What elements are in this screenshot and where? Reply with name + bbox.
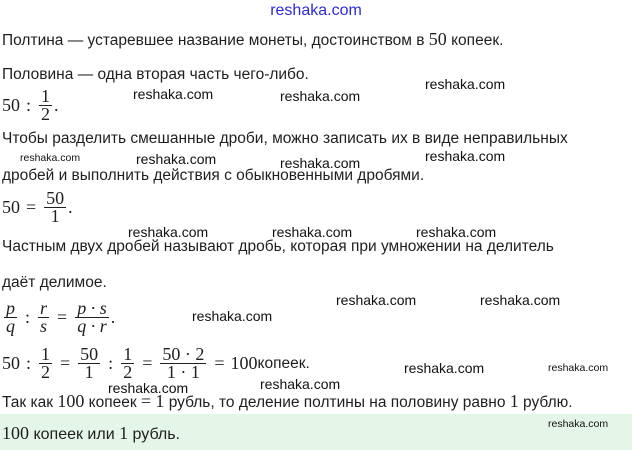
text-segment: копеек: [84, 394, 141, 411]
fraction-numerator: r: [40, 298, 48, 318]
formula-term: 50: [2, 197, 20, 217]
watermark: reshaka.com: [20, 152, 81, 164]
fraction-denominator: 2: [41, 362, 51, 382]
text-line-polovina: Половина — одна вторая часть чего-либо.: [2, 66, 309, 83]
fraction-denominator: q: [6, 316, 15, 336]
watermark: reshaka.com: [192, 308, 273, 324]
fraction-denominator: 2: [123, 362, 133, 382]
text-segment: рубль.: [128, 426, 180, 443]
formula-operator: :: [26, 353, 32, 373]
watermark: reshaka.com: [480, 292, 561, 308]
formula-operator: =: [60, 353, 71, 373]
fraction-denominator: q · r: [77, 316, 107, 336]
fraction-fifty-over-one: [78, 346, 100, 381]
number-100: 100: [57, 391, 85, 411]
fraction-p-over-q: [4, 300, 17, 335]
formula-operator: :: [25, 307, 31, 327]
text-segment: копеек.: [446, 32, 504, 49]
number-1: 1: [509, 391, 519, 411]
fraction-r-over-s: [38, 300, 49, 335]
formula-operator: =: [57, 307, 68, 327]
watermark: reshaka.com: [128, 224, 209, 240]
text-line-poltina: [2, 30, 503, 50]
watermark: reshaka.com: [272, 224, 353, 240]
formula-50-div-half: [2, 88, 59, 123]
formula-operator: =: [26, 197, 37, 217]
number-100: 100: [2, 423, 29, 443]
text-line-mixed-a: Чтобы разделить смешанные дроби, можно записать их в виде неправильных: [2, 130, 568, 147]
number-1: 1: [155, 391, 165, 411]
formula-period: .: [68, 197, 73, 217]
fraction-denominator: 1 · 1: [166, 362, 200, 382]
fraction-denominator: 2: [41, 104, 51, 124]
fraction-numerator: p · s: [77, 298, 107, 318]
watermark: reshaka.com: [416, 224, 497, 240]
text-line-quotient-a: Частным двух дробей называют дробь, которая при умножении на делитель: [2, 238, 554, 255]
fraction-numerator: 1: [41, 86, 51, 106]
fraction-one-half: [39, 346, 52, 381]
watermark: reshaka.com: [260, 376, 341, 392]
watermark: reshaka.com: [280, 155, 361, 171]
fraction-numerator: 1: [41, 344, 51, 364]
watermark: reshaka.com: [336, 292, 417, 308]
watermark: reshaka.com: [108, 380, 189, 396]
watermark: reshaka.com: [548, 362, 609, 374]
formula-term: 50: [2, 95, 20, 115]
text-segment: рубль, то деление полтины на половину равно: [164, 394, 510, 411]
fraction-denominator: 1: [84, 362, 94, 382]
watermark: reshaka.com: [136, 151, 217, 167]
watermark: reshaka.com: [425, 76, 506, 92]
fraction-numerator: 50: [46, 188, 65, 208]
text-segment: рублю.: [518, 394, 573, 411]
formula-operator: =: [142, 353, 153, 373]
fraction-ps-over-qr: [75, 300, 109, 335]
formula-operator: :: [108, 353, 114, 373]
formula-50-as-fraction: [2, 190, 73, 225]
formula-operator: =: [214, 353, 225, 373]
watermark: reshaka.com: [425, 148, 506, 164]
formula-operator: :: [26, 95, 32, 115]
formula-term: 50: [2, 353, 20, 373]
text-segment: Так как: [2, 394, 58, 411]
fraction-numerator: p: [6, 298, 15, 318]
watermark: reshaka.com: [133, 86, 214, 102]
formula-fraction-division-rule: [2, 300, 115, 335]
equals-sign: =: [140, 391, 152, 411]
formula-period: .: [110, 307, 116, 327]
fraction-numerator: 1: [123, 344, 133, 364]
fraction-numerator: 50: [80, 344, 99, 364]
answer-text: [2, 423, 180, 444]
number-1: 1: [119, 423, 129, 443]
text-segment: копеек или: [29, 426, 120, 443]
watermark: reshaka.com: [548, 418, 609, 430]
header-watermark: reshaka.com: [270, 2, 362, 19]
number-50: 50: [428, 29, 447, 49]
fraction-numerator: 50 · 2: [162, 344, 205, 364]
fraction-denominator: s: [40, 316, 48, 336]
formula-result: 100: [230, 353, 258, 373]
formula-unit: копеек.: [257, 354, 310, 372]
fraction-one-half: [121, 346, 134, 381]
text-line-conclusion: [2, 392, 573, 412]
text-segment: Полтина — устаревшее название монеты, достоинством в: [2, 32, 429, 49]
text-line-quotient-b: даёт делимое.: [2, 274, 107, 291]
answer-box: [0, 414, 632, 450]
fraction-fifty-over-one: [44, 190, 66, 225]
watermark: reshaka.com: [280, 88, 361, 104]
watermark: reshaka.com: [404, 360, 485, 376]
formula-period: .: [54, 95, 59, 115]
fraction-one-half: [39, 88, 52, 123]
fraction-product: [160, 346, 206, 381]
fraction-denominator: 1: [50, 206, 60, 226]
text-line-mixed-b: дробей и выполнить действия с обыкновенными дробями.: [2, 167, 425, 184]
